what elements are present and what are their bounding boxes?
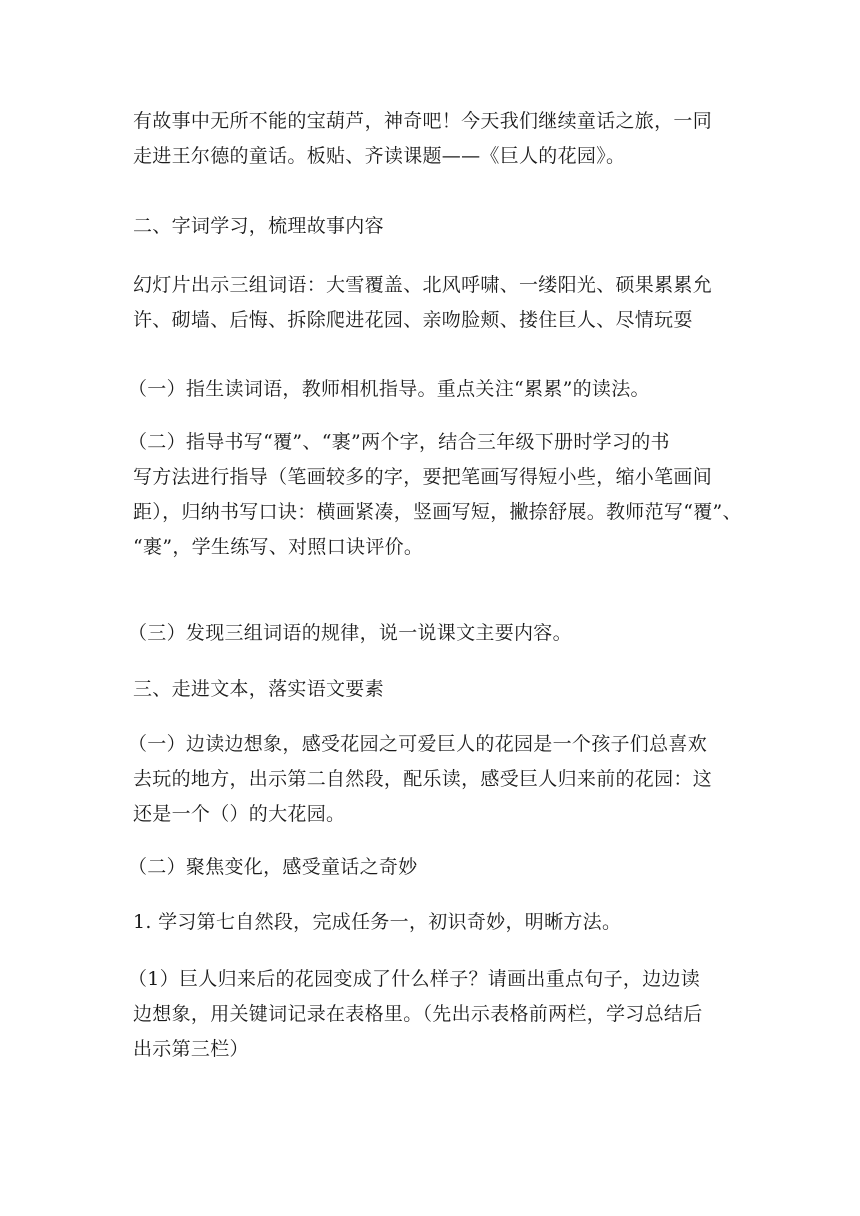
text-line: 有故事中无所不能的宝葫芦，神奇吧！今天我们继续童话之旅，一同: [133, 110, 713, 132]
text-line: （三）发现三组词语的规律，说一说课文主要内容。: [128, 622, 572, 644]
paragraph-step-two: [128, 425, 742, 565]
text-line: 走进王尔德的童话。板贴、齐读课题——《巨人的花园》。: [133, 145, 626, 167]
paragraph-step-one: [128, 372, 728, 407]
text-line: 二、字词学习，梳理故事内容: [133, 215, 384, 237]
text-line: “裹”，学生练写、对照口诀评价。: [133, 536, 424, 558]
text-line: 还是一个（）的大花园。: [133, 803, 346, 825]
paragraph-task-one-sub: [128, 962, 728, 1067]
paragraph-step-three: [128, 616, 728, 651]
paragraph-imagine-garden: [128, 727, 728, 832]
text-line: 幻灯片出示三组词语：大雪覆盖、北风呼啸、一缕阳光、硕果累累允: [133, 274, 713, 296]
paragraph-slide-words: [133, 268, 733, 338]
paragraph-intro-continuation: [133, 104, 733, 174]
text-line: 出示第三栏）: [133, 1038, 249, 1060]
text-line: 许、砌墙、后悔、拆除爬进花园、亲吻脸颊、搂住巨人、尽情玩耍: [133, 309, 693, 331]
section-heading-text-reading: [133, 672, 733, 707]
text-line: 去玩的地方，出示第二自然段，配乐读，感受巨人归来前的花园：这: [133, 768, 713, 790]
text-line: 距），归纳书写口诀：横画紧凑，竖画写短，撇捺舒展。教师范写“覆”、: [133, 501, 742, 523]
section-heading-word-study: [133, 209, 733, 244]
text-line: （二）聚焦变化，感受童话之奇妙: [128, 856, 418, 878]
paragraph-focus-change: [128, 850, 728, 885]
text-line: 1. 学习第七自然段，完成任务一，初识奇妙，明晰方法。: [133, 911, 622, 933]
paragraph-task-one: [133, 905, 733, 940]
text-line: （一）边读边想象，感受花园之可爱巨人的花园是一个孩子们总喜欢: [128, 733, 708, 755]
text-line: 三、走进文本，落实语文要素: [133, 678, 384, 700]
text-line: 边想象，用关键词记录在表格里。（先出示表格前两栏，学习总结后: [133, 1003, 703, 1025]
text-line: （一）指生读词语，教师相机指导。重点关注“累累”的读法。: [128, 378, 650, 400]
text-line: （二）指导书写“覆”、“裹”两个字，结合三年级下册时学习的书: [128, 431, 670, 453]
text-line: 写方法进行指导（笔画较多的字，要把笔画写得短小些，缩小笔画间: [133, 466, 713, 488]
text-line: （1）巨人归来后的花园变成了什么样子？请画出重点句子，边边读: [128, 968, 701, 990]
